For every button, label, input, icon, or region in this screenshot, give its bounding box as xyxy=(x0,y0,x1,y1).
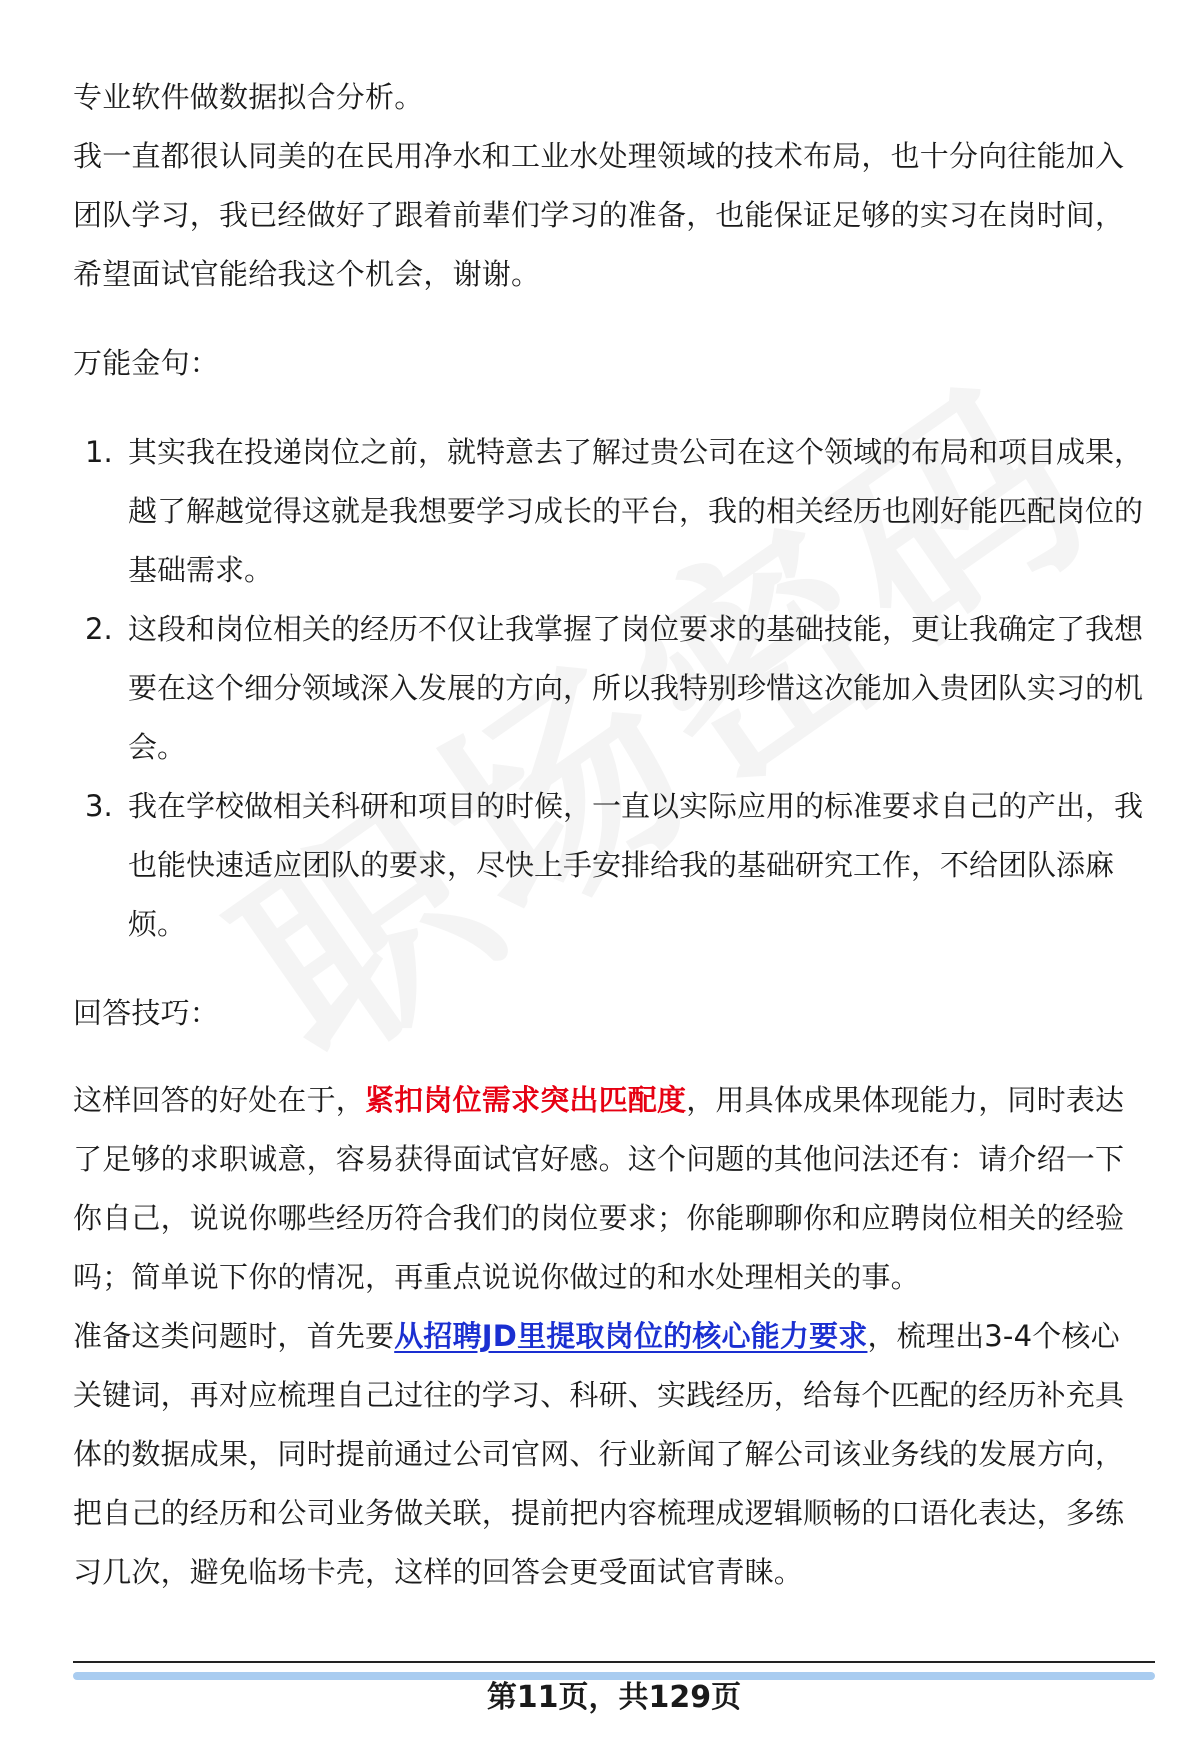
text-span: ，梳理出3-4个核心关键词，再对应梳理自己过往的学习、科研、实践经历，给每个匹配的经历补充具体的数据成果，同时提前通过公司官网、行业新闻了解公司该业务线的发展方向，把自己的经历和公司业务做关联，提前把内容梳理成逻辑顺畅的口语化表达，多练习几次，避免临场卡壳，这样的回答会更受面试官青睐。 xyxy=(73,1319,1125,1589)
list-number: 3. xyxy=(85,789,113,823)
list-text: 我在学校做相关科研和项目的时候，一直以实际应用的标准要求自己的产出，我也能快速适应团队的要求，尽快上手安排给我的基础研究工作，不给团队添麻烦。 xyxy=(128,789,1144,941)
page-number: 第11页，共129页 xyxy=(486,1680,742,1715)
list-text: 其实我在投递岗位之前，就特意去了解过贵公司在这个领域的布局和项目成果，越了解越觉得这就是我想要学习成长的平台，我的相关经历也刚好能匹配岗位的基础需求。 xyxy=(128,435,1144,587)
list-item xyxy=(73,777,1148,954)
intro-paragraph-2: 我一直都很认同美的在民用净水和工业水处理领域的技术布局，也十分向往能加入团队学习，我已经做好了跟着前辈们学习的准备，也能保证足够的实习在岗时间，希望面试官能给我这个机会，谢谢。 xyxy=(73,139,1125,291)
footer-divider xyxy=(73,1661,1155,1663)
list-number: 1. xyxy=(85,435,113,469)
text-span: ，用具体成果体现能力，同时表达了足够的求职诚意，容易获得面试官好感。这个问题的其他问法还有：请介绍一下你自己，说说你哪些经历符合我们的岗位要求；你能聊聊你和应聘岗位相关的经验吗；简单说下你的情况，再重点说说你做过的和水处理相关的事。 xyxy=(73,1083,1125,1294)
list-item xyxy=(73,423,1148,600)
golden-heading: 万能金句： xyxy=(73,346,220,380)
highlight-blue: 从招聘JD里提取岗位的核心能力要求 xyxy=(394,1319,868,1353)
tips-paragraph-2 xyxy=(73,1307,1148,1602)
intro-paragraph-1: 专业软件做数据拟合分析。 xyxy=(73,80,424,114)
list-number: 2. xyxy=(85,612,113,646)
page-content xyxy=(73,68,1148,1602)
list-text: 这段和岗位相关的经历不仅让我掌握了岗位要求的基础技能，更让我确定了我想要在这个细分领域深入发展的方向，所以我特别珍惜这次能加入贵团队实习的机会。 xyxy=(128,612,1144,764)
tips-paragraph-1 xyxy=(73,1071,1148,1307)
text-span: 准备这类问题时，首先要 xyxy=(73,1319,395,1353)
text-span: 这样回答的好处在于， xyxy=(73,1083,366,1117)
tips-heading: 回答技巧： xyxy=(73,996,220,1030)
golden-list xyxy=(73,423,1148,954)
list-item xyxy=(73,600,1148,777)
highlight-red: 紧扣岗位需求突出匹配度 xyxy=(365,1083,687,1117)
